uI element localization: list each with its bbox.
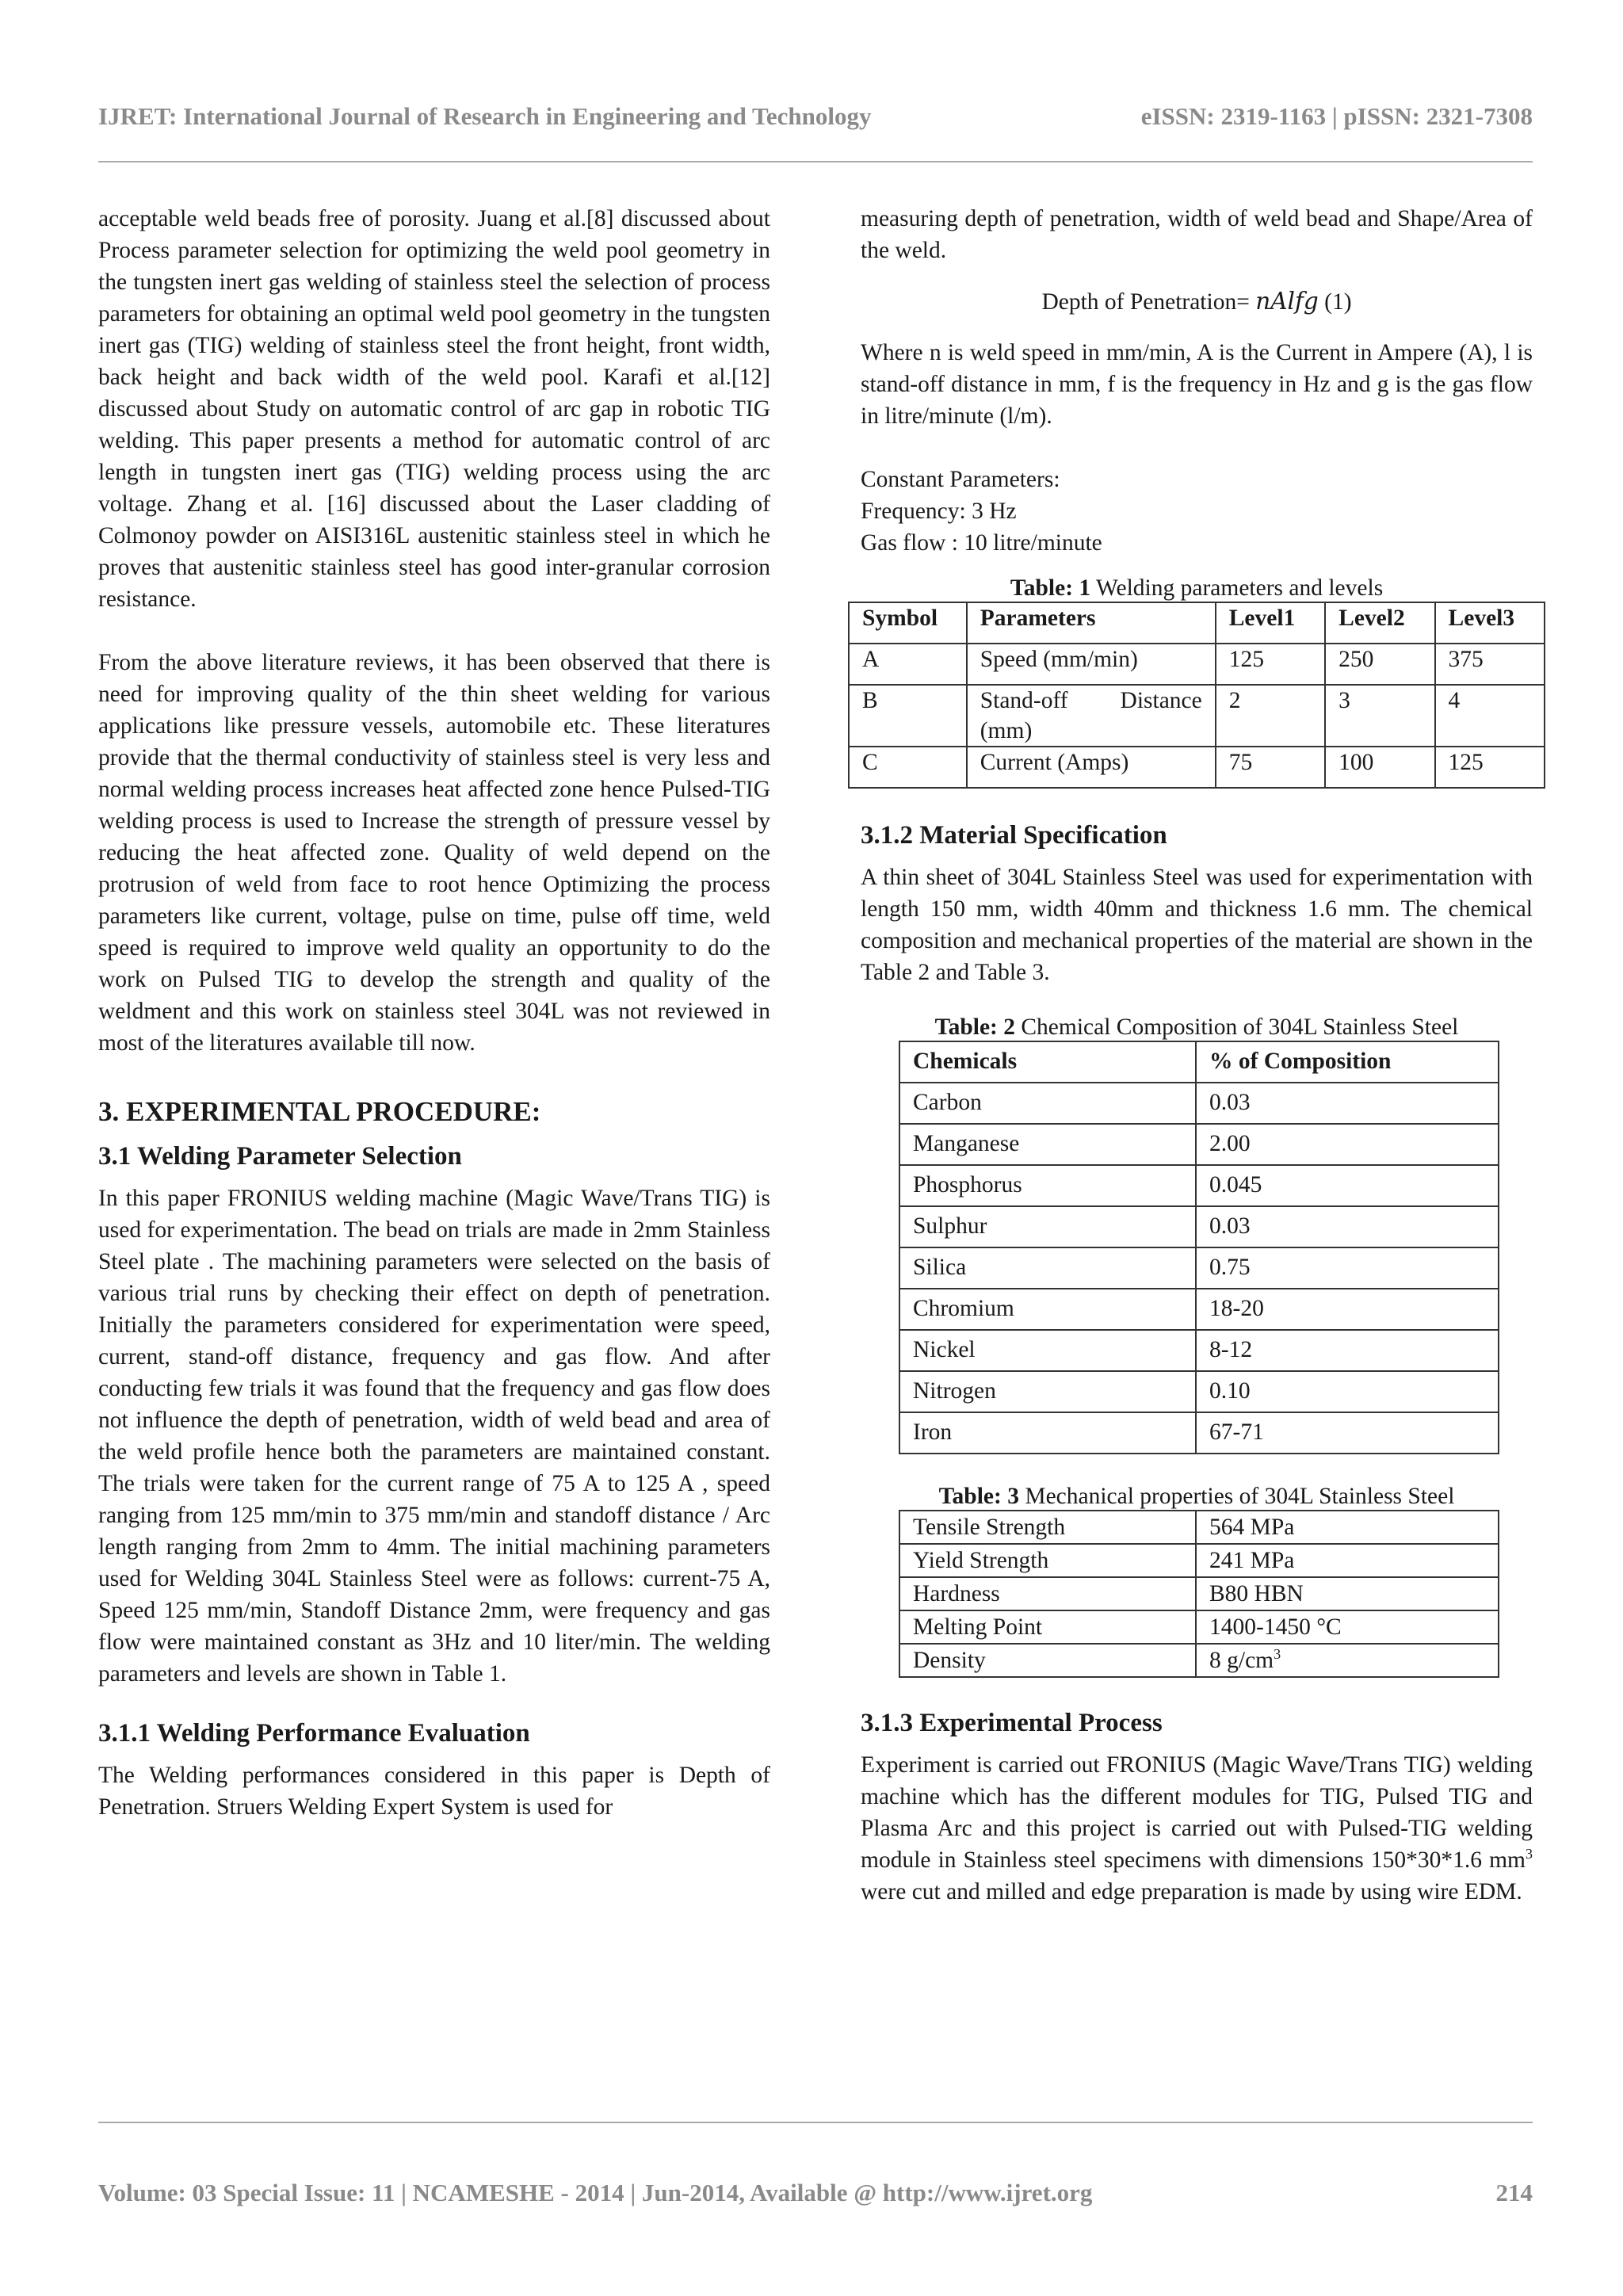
table-cell: Manganese: [899, 1124, 1196, 1165]
table-row: [899, 1577, 1499, 1610]
table-row: [899, 1165, 1499, 1206]
table-mechanical-properties: [899, 1510, 1499, 1678]
table-cell: Melting Point: [899, 1610, 1196, 1644]
table-header-cell: % of Composition: [1196, 1041, 1499, 1083]
table-cell: B: [849, 685, 967, 747]
table-cell: B80 HBN: [1196, 1577, 1499, 1610]
table-header-cell: Level1: [1216, 602, 1325, 644]
page-number: 214: [1495, 2179, 1533, 2206]
table-header-cell: Chemicals: [899, 1041, 1196, 1083]
constant-params-title: Constant Parameters:: [861, 467, 1060, 492]
caption-label: Table: 1: [1010, 575, 1091, 601]
running-footer: [98, 2173, 1533, 2213]
equation-label: Depth of Penetration=: [1041, 289, 1256, 315]
table-header-row: [849, 602, 1545, 644]
journal-title: IJRET: International Journal of Research in Engineering and Technology: [98, 102, 872, 130]
table-cell: 18-20: [1196, 1289, 1499, 1330]
caption-text: Mechanical properties of 304L Stainless Steel: [1018, 1484, 1455, 1509]
table-header-cell: Parameters: [967, 602, 1216, 644]
table-cell: Nickel: [899, 1330, 1196, 1371]
caption-text: Welding parameters and levels: [1090, 575, 1384, 601]
right-column: [861, 203, 1533, 1908]
table-row: [849, 747, 1545, 788]
table-cell: 2: [1216, 685, 1325, 747]
subsection-heading: 3.1 Welding Parameter Selection: [98, 1142, 462, 1171]
table-row: [899, 1511, 1499, 1544]
table-cell: Phosphorus: [899, 1165, 1196, 1206]
table-row: [899, 1610, 1499, 1644]
table-header-cell: Level2: [1325, 602, 1434, 644]
table-row: [899, 1412, 1499, 1454]
table-cell: Hardness: [899, 1577, 1196, 1610]
table-header-cell: Symbol: [849, 602, 967, 644]
table-cell: 375: [1435, 644, 1545, 685]
issn: eISSN: 2319-1163 | pISSN: 2321-7308: [1140, 102, 1533, 130]
equation-number: (1): [1318, 289, 1352, 315]
paragraph: From the above literature reviews, it has been observed that there is need for improving quality of the thin sheet welding for various applications like pressure vessels, automobile etc. These literatures provide that the thermal conductivity of stainless steel is very less and normal welding process increases heat affected zone hence Pulsed-TIG welding process is used to Increase the strength of pressure vessel by reducing the heat affected zone. Quality of weld depend on the protrusion of weld from face to root hence Optimizing the process parameters like current, voltage, pulse on time, pulse off time, weld speed is required to improve weld quality an opportunity to do the work on Pulsed TIG to develop the strength and quality of the weldment and this work on stainless steel 304L was not reviewed in most of the literatures available till now.: [98, 650, 770, 1056]
table-cell: 564 MPa: [1196, 1511, 1499, 1544]
section-heading: 3. EXPERIMENTAL PROCEDURE:: [98, 1096, 541, 1127]
table-cell: Current (Amps): [967, 747, 1216, 788]
paragraph: acceptable weld beads free of porosity. Juang et al.[8] discussed about Process parameter selection for optimizing the weld pool geometry in the tungsten inert gas welding of stainless steel the selection of process parameters for obtaining an optimal weld pool geometry in the tungsten inert gas (TIG) welding of stainless steel the front height, front width, back height and back width of the weld pool. Karafi et al.[12] discussed about Study on automatic control of arc gap in robotic TIG welding. This paper presents a method for automatic control of arc length in tungsten inert gas (TIG) welding process using the arc voltage. Zhang et al. [16] discussed about the Laser cladding of Colmonoy powder on AISI316L austenitic stainless steel in which he proves that austenitic stainless steel has good inter-granular corrosion resistance.: [98, 206, 770, 612]
table-cell: Silica: [899, 1247, 1196, 1289]
footer-rule: [98, 2122, 1533, 2123]
left-column: [98, 203, 770, 1823]
caption-label: Table: 2: [934, 1014, 1015, 1040]
equation: [861, 285, 1533, 318]
table-cell: 0.75: [1196, 1247, 1499, 1289]
table-row: [899, 1644, 1499, 1677]
table-cell: Density: [899, 1644, 1196, 1677]
subsection-heading: 3.1.3 Experimental Process: [861, 1709, 1163, 1737]
paragraph: Where n is weld speed in mm/min, A is the Current in Ampere (A), l is stand-off distance in mm, f is the frequency in Hz and g is the gas flow in litre/minute (l/m).: [861, 340, 1533, 429]
paragraph: measuring depth of penetration, width of weld bead and Shape/Area of the weld.: [861, 206, 1533, 263]
table-welding-parameters: [848, 602, 1545, 789]
table-cell: Stand-off Distance (mm): [967, 685, 1216, 747]
table-cell: 125: [1435, 747, 1545, 788]
superscript: 3: [1274, 1646, 1281, 1663]
table-cell: 8-12: [1196, 1330, 1499, 1371]
table-cell: 0.03: [1196, 1206, 1499, 1247]
table-cell: Sulphur: [899, 1206, 1196, 1247]
table-row: [899, 1247, 1499, 1289]
table3-caption: [861, 1483, 1533, 1510]
paragraph: A thin sheet of 304L Stainless Steel was used for experimentation with length 150 mm, width 40mm and thickness 1.6 mm. The chemical composition and mechanical properties of the material are shown in the Table 2 and Table 3.: [861, 865, 1533, 985]
table-cell: 0.03: [1196, 1083, 1499, 1124]
table-cell: 250: [1325, 644, 1434, 685]
table-row: [899, 1289, 1499, 1330]
table-cell: 3: [1325, 685, 1434, 747]
constant-frequency: Frequency: 3 Hz: [861, 499, 1017, 524]
running-header: [98, 97, 1533, 136]
header-rule: [98, 161, 1533, 162]
table-row: [899, 1371, 1499, 1412]
table-cell: 241 MPa: [1196, 1544, 1499, 1577]
table-cell: Tensile Strength: [899, 1511, 1196, 1544]
table-cell: 4: [1435, 685, 1545, 747]
table-header-row: [899, 1041, 1499, 1083]
table-cell: 0.045: [1196, 1165, 1499, 1206]
paragraph-text: were cut and milled and edge preparation is made by using wire EDM.: [861, 1879, 1522, 1904]
subsection-heading: 3.1.2 Material Specification: [861, 821, 1167, 850]
paragraph: The Welding performances considered in this paper is Depth of Penetration. Struers Welding Expert System is used for: [98, 1763, 770, 1820]
superscript: 3: [1526, 1846, 1533, 1862]
table-row: [899, 1544, 1499, 1577]
table-chemical-composition: [899, 1041, 1499, 1454]
paragraph: In this paper FRONIUS welding machine (Magic Wave/Trans TIG) is used for experimentation. The bead on trials are made in 2mm Stainless Steel plate . The machining parameters were selected on the basis of various trial runs by checking their effect on depth of penetration. Initially the parameters considered for experimentation were speed, current, stand-off distance, frequency and gas flow. And after conducting few trials it was found that the frequency and gas flow does not influence the depth of penetration, width of weld bead and area of the weld profile hence both the parameters are maintained constant. The trials were taken for the current range of 75 A to 125 A , speed ranging from 125 mm/min to 375 mm/min and standoff distance / Arc length ranging from 2mm to 4mm. The initial machining parameters used for Welding 304L Stainless Steel were as follows: current-75 A, Speed 125 mm/min, Standoff Distance 2mm, were frequency and gas flow were maintained constant as 3Hz and 10 liter/min. The welding parameters and levels are shown in Table 1.: [98, 1186, 770, 1687]
table1-caption: [861, 575, 1533, 602]
table-cell: Speed (mm/min): [967, 644, 1216, 685]
paragraph: [861, 1749, 1533, 1908]
table-cell: Iron: [899, 1412, 1196, 1454]
table-cell: 100: [1325, 747, 1434, 788]
table-row: [899, 1124, 1499, 1165]
table-cell: [1196, 1644, 1499, 1677]
table-cell: 125: [1216, 644, 1325, 685]
table-cell: C: [849, 747, 967, 788]
table-cell: Nitrogen: [899, 1371, 1196, 1412]
table-cell: Yield Strength: [899, 1544, 1196, 1577]
table-header-cell: Level3: [1435, 602, 1545, 644]
density-value: 8 g/cm: [1209, 1648, 1274, 1673]
paragraph-text: Experiment is carried out FRONIUS (Magic Wave/Trans TIG) welding machine which has the different modules for TIG, Pulsed TIG and Plasma Arc and this project is carried out with Pulsed-TIG welding module in Stainless steel specimens with dimensions 150*30*1.6 mm: [861, 1752, 1533, 1873]
table-row: [899, 1206, 1499, 1247]
caption-label: Table: 3: [938, 1484, 1019, 1509]
table-row: [899, 1083, 1499, 1124]
table-row: [849, 644, 1545, 685]
volume-info: Volume: 03 Special Issue: 11 | NCAMESHE - 2014 | Jun-2014, Available @ http://www.ijret.org: [98, 2179, 1093, 2206]
equation-math: nAlfg: [1255, 288, 1319, 315]
table-cell: 2.00: [1196, 1124, 1499, 1165]
table-cell: 67-71: [1196, 1412, 1499, 1454]
table-cell: 1400-1450 °C: [1196, 1610, 1499, 1644]
table-cell: A: [849, 644, 967, 685]
table-cell: Carbon: [899, 1083, 1196, 1124]
table-cell: Chromium: [899, 1289, 1196, 1330]
table-row: [899, 1330, 1499, 1371]
subsection-heading: 3.1.1 Welding Performance Evaluation: [98, 1719, 530, 1748]
constant-gas-flow: Gas flow : 10 litre/minute: [861, 530, 1102, 556]
caption-text: Chemical Composition of 304L Stainless Steel: [1015, 1014, 1459, 1040]
table2-caption: [861, 1014, 1533, 1041]
table-cell: 75: [1216, 747, 1325, 788]
table-row: [849, 685, 1545, 747]
table-cell: 0.10: [1196, 1371, 1499, 1412]
